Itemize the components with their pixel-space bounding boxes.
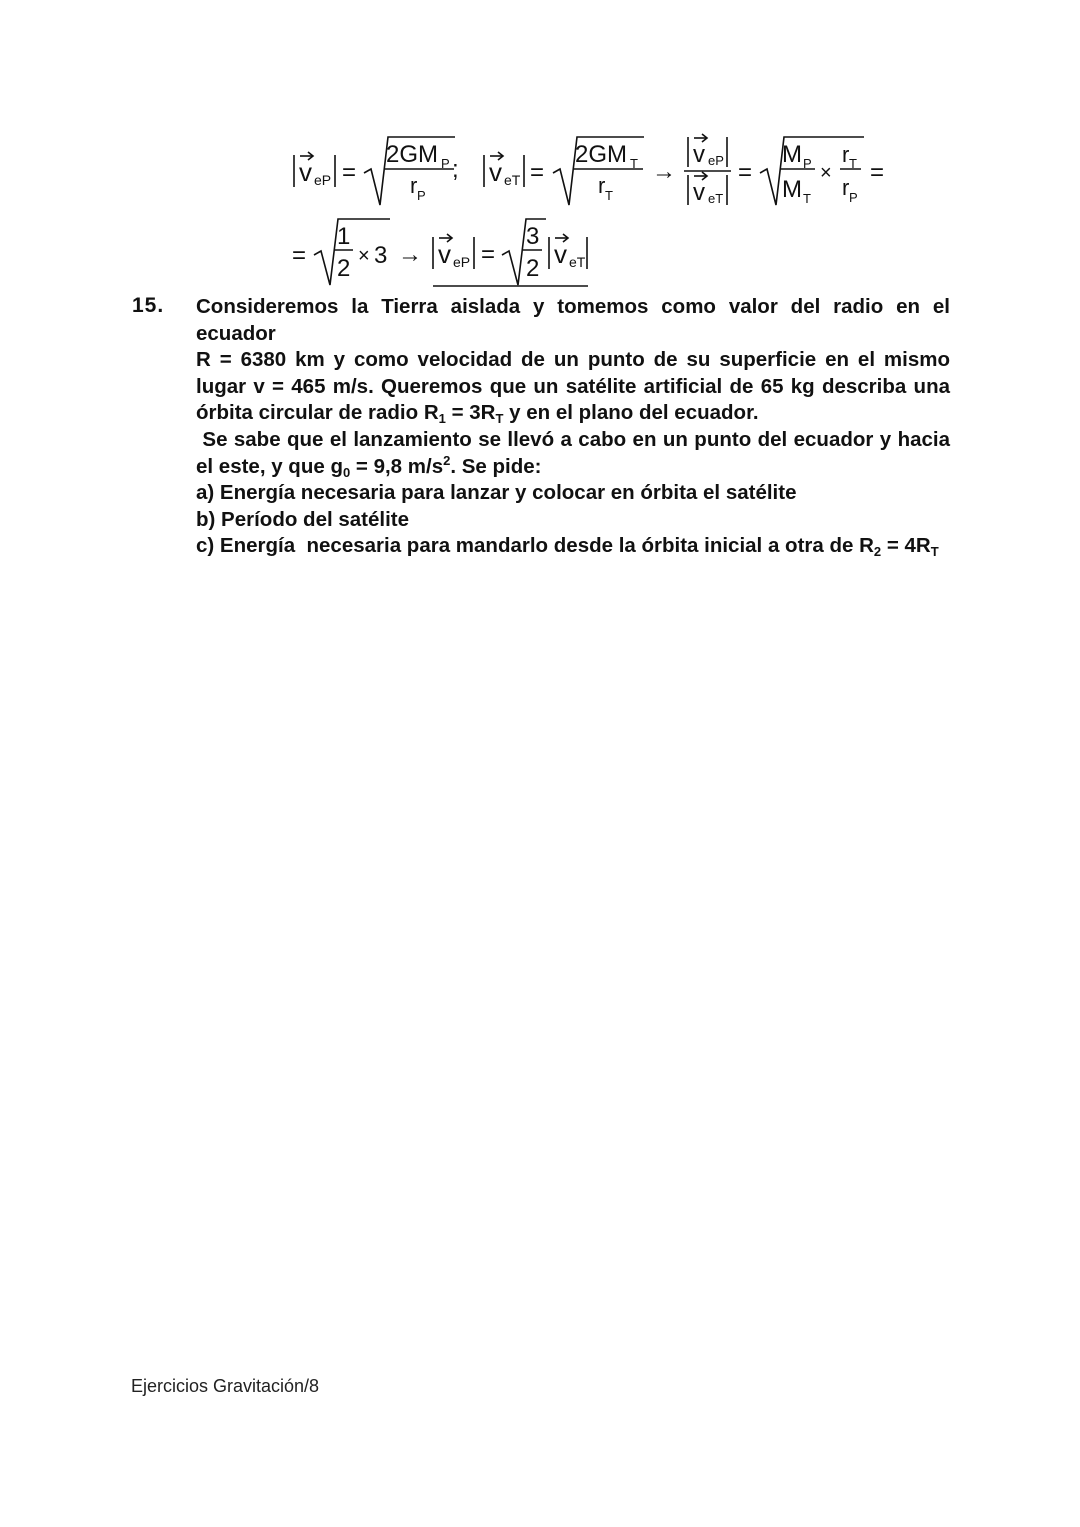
frac1-numerator-sub: P (441, 156, 450, 171)
rad-num-a-sub: P (803, 156, 812, 171)
problem-number: 15. (132, 294, 165, 317)
problem-line-3: lugar v = 465 m/s. Queremos que un satélite artificial de 65 kg describa una (196, 374, 950, 398)
half-numerator: 1 (337, 223, 351, 250)
equals-sign-3: = (738, 159, 753, 186)
equation-block (270, 125, 930, 300)
factor-three: 3 (374, 242, 388, 269)
ratio-den-sub: eT (708, 191, 724, 206)
rad-num-b-sub: T (849, 156, 857, 171)
page-footer: Ejercicios Gravitación/8 (131, 1376, 320, 1396)
v-eT-symbol: v (489, 157, 502, 187)
equals-sign-6: = (481, 241, 496, 268)
frac2-denominator-sub: T (605, 188, 613, 203)
v-eP-symbol: v (299, 157, 312, 187)
equals-sign-5: = (292, 242, 307, 269)
frac1-denominator: r (410, 173, 418, 198)
arrow-1: → (652, 158, 676, 185)
rad-den-b-sub: P (849, 190, 858, 205)
rad-num-a: M (782, 141, 802, 168)
times-sign-2: × (358, 245, 370, 267)
rad-den-b: r (842, 175, 850, 200)
three-halves-numerator: 3 (526, 223, 540, 250)
frac1-denominator-sub: P (417, 188, 426, 203)
result-v-eP-sub: eP (453, 254, 471, 270)
ratio-den-v: v (693, 179, 705, 206)
problem-line-2: R = 6380 km y como velocidad de un punto de su superficie en el mismo (196, 348, 950, 372)
three-halves-denominator: 2 (526, 255, 540, 282)
frac2-numerator: 2GM (575, 141, 628, 168)
problem-line-6: el este, y que $g_0 = 9,8$ $m/s^2$. Se pide: (196, 452, 542, 480)
equals-sign-4: = (870, 159, 885, 186)
problem-line-4: órbita circular de radio $R_1 = 3R_T$ y en el plano del ecuador. (196, 401, 759, 427)
frac1-numerator: 2GM (386, 141, 439, 168)
question-c: c) Energía necesaria para mandarlo desde la órbita inicial a otra de $R_2 = 4R_T$ (196, 534, 939, 560)
ratio-num-sub: eP (708, 153, 724, 168)
rad-den-a-sub: T (803, 191, 811, 206)
problem-line-1: Consideremos la Tierra aislada y tomemos como valor del radio en el ecuador (196, 295, 950, 345)
question-a: a) Energía necesaria para lanzar y colocar en órbita el satélite (196, 481, 797, 505)
result-v-eP: v (438, 239, 451, 269)
ratio-num-v: v (693, 141, 705, 168)
problem-statement (196, 294, 950, 560)
half-denominator: 2 (337, 255, 351, 282)
frac2-denominator: r (598, 173, 606, 198)
v-eP-subscript: eP (314, 172, 332, 188)
result-v-eT: v (554, 239, 567, 269)
times-sign-1: × (820, 162, 832, 184)
problem-line-5: Se sabe que el lanzamiento se llevó a cabo en un punto del ecuador y hacia (196, 427, 950, 451)
question-b: b) Período del satélite (196, 507, 410, 531)
semicolon: ; (452, 156, 459, 183)
v-eT-subscript: eT (504, 172, 521, 188)
arrow-2: → (398, 241, 422, 268)
rad-num-b: r (842, 142, 850, 167)
rad-den-a: M (782, 176, 802, 203)
equals-sign-2: = (530, 159, 545, 186)
frac2-numerator-sub: T (630, 156, 638, 171)
equals-sign-1: = (342, 159, 357, 186)
result-v-eT-sub: eT (569, 254, 586, 270)
